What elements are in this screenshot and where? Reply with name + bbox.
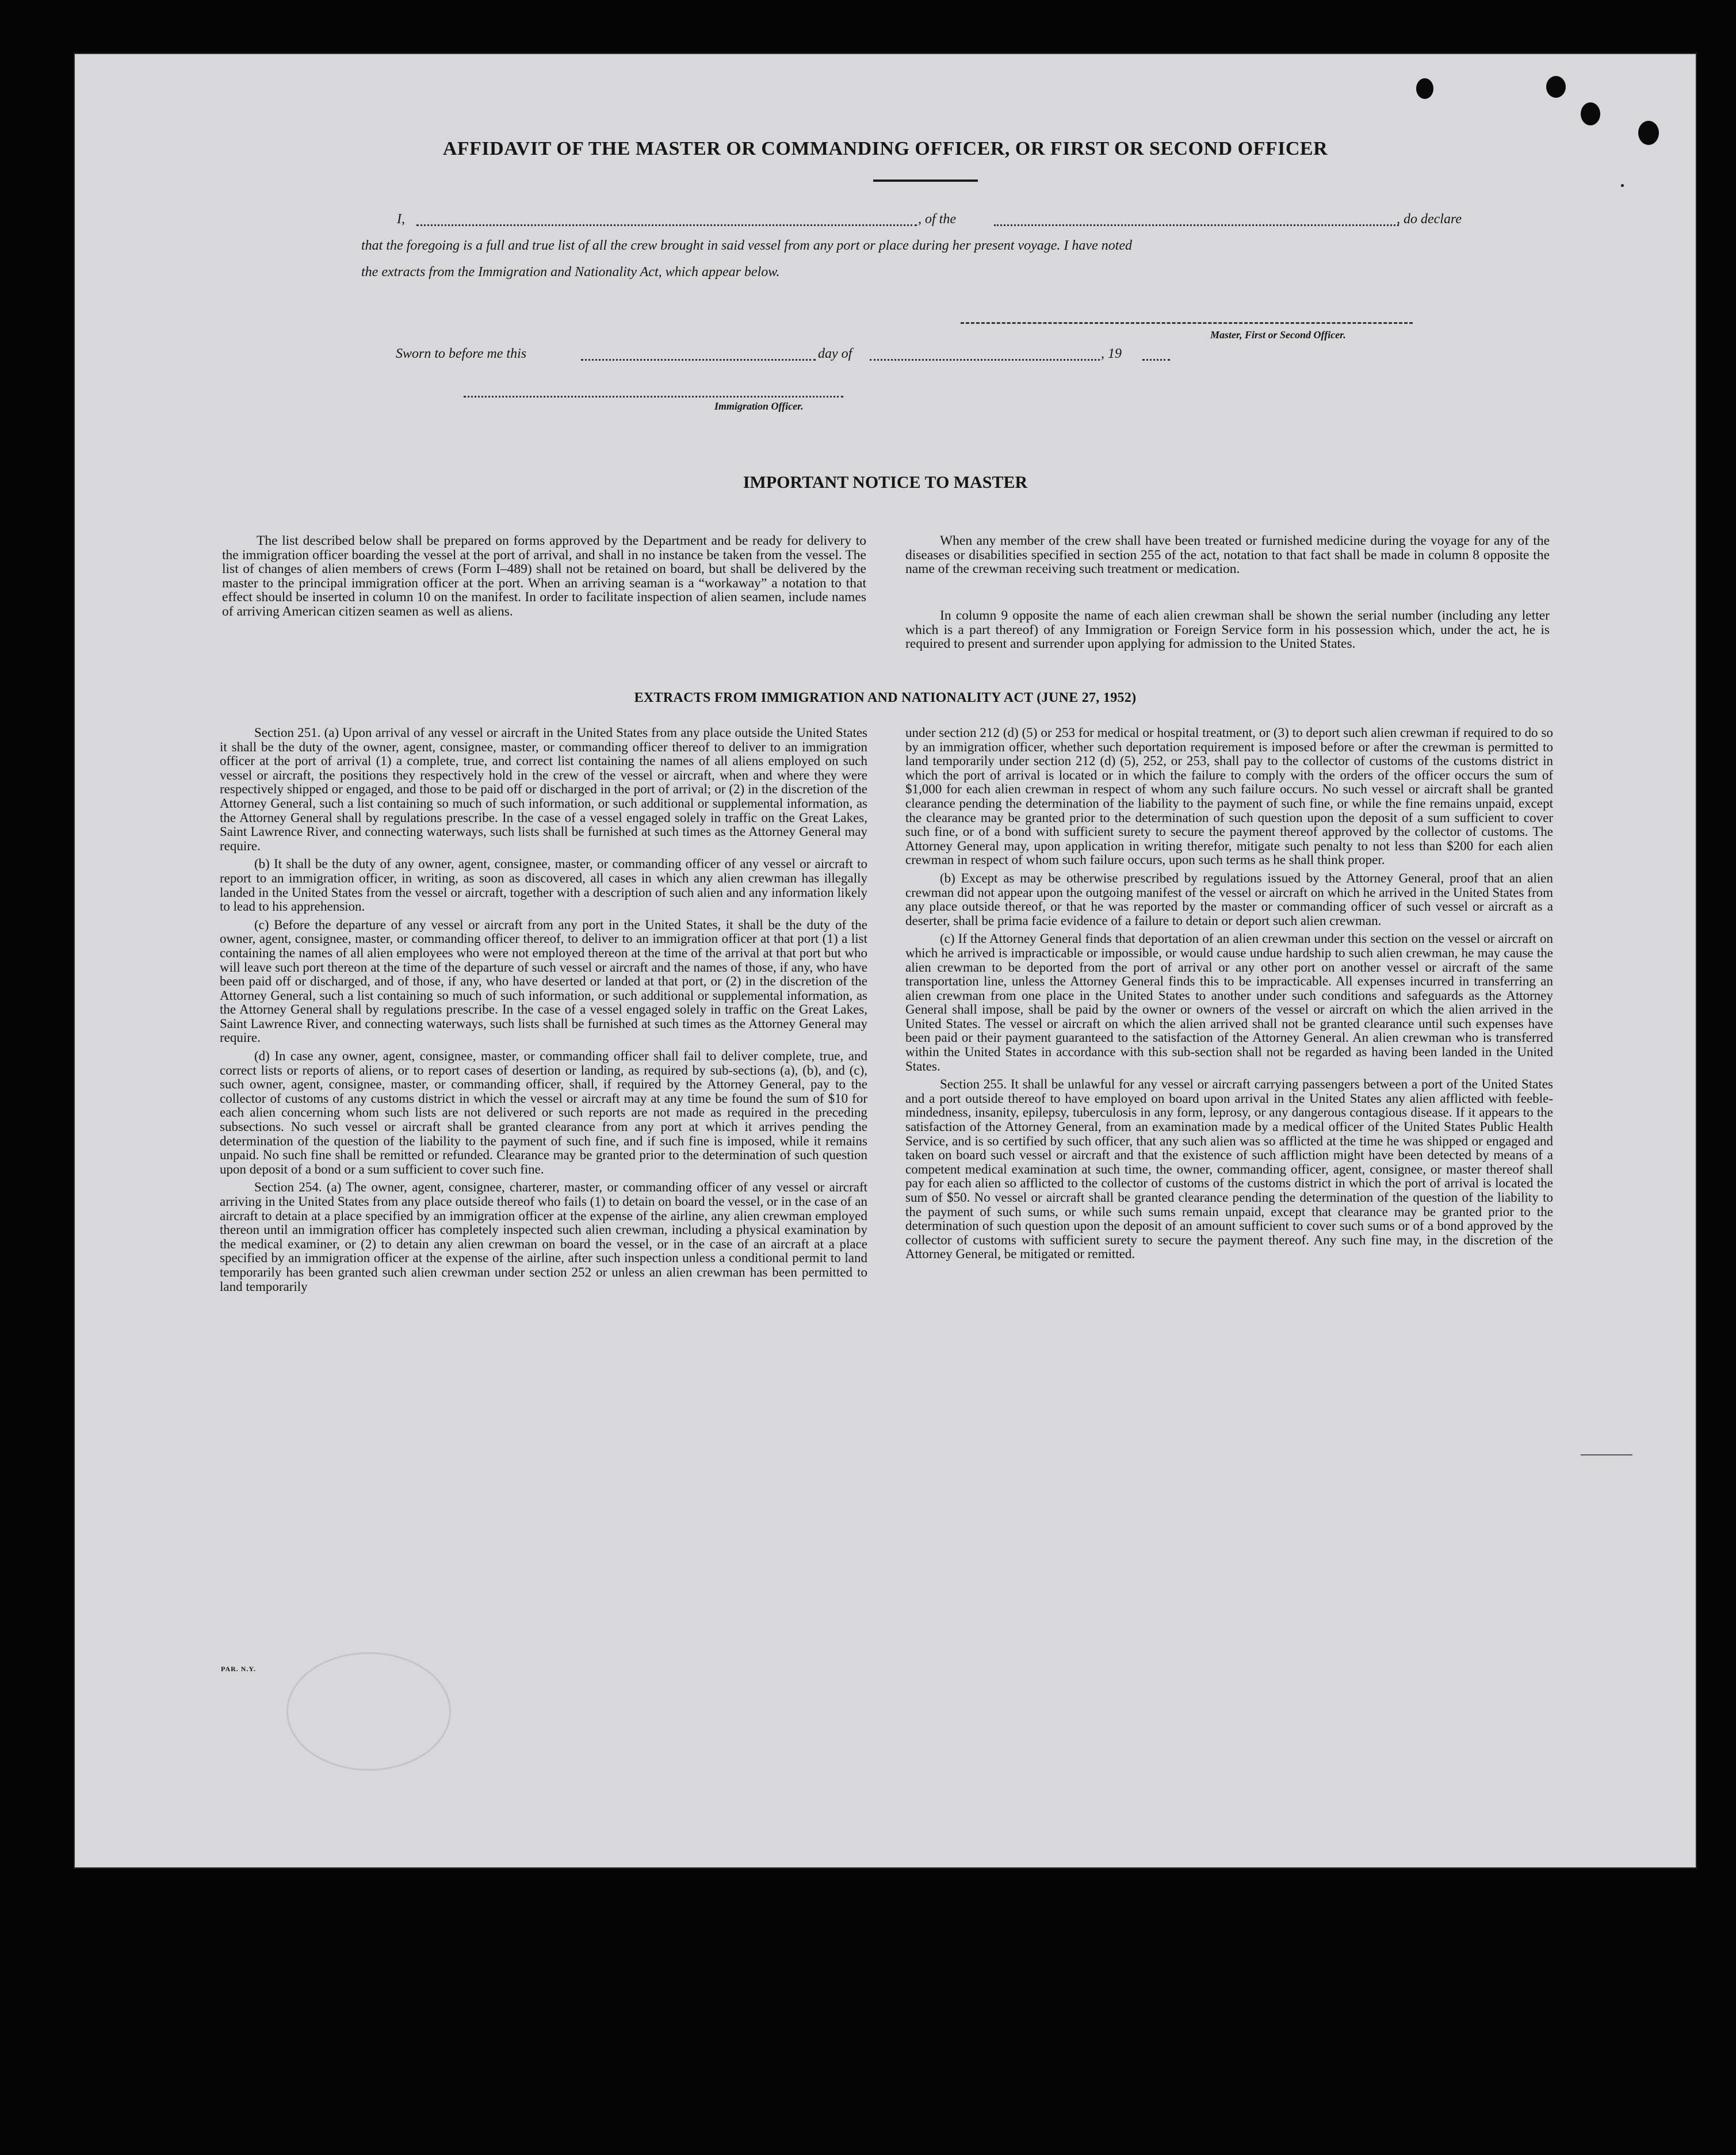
printer-mark: PAR. N.Y. xyxy=(221,1665,257,1673)
punch-hole xyxy=(1416,78,1433,99)
sworn-label: Sworn to before me this xyxy=(396,346,527,361)
title-rule xyxy=(873,179,978,182)
declaration-i: I, xyxy=(397,212,405,227)
year-label: , 19 xyxy=(1101,346,1122,361)
document-page xyxy=(74,53,1697,1869)
section-251-d: (d) In case any owner, agent, consignee, master, or commanding officer shall fail to deliver complete, true, and correct lists or reports of aliens, or to report cases of desertion or landing, as required by sub-sections (a), (b), and (c), such owner, agent, consignee, master, or commanding officer, shall, if required by the Attorney General, pay to the collector of customs of any customs district in which the vessel or aircraft may at any time be found the sum of $10 for each alien concerning whom such lists are not delivered or such reports are not made as required in the preceding subsections. No such vessel or aircraft shall be granted clearance from any port at which it arrives pending the determination of the question of the liability to the payment of such fine, and if such fine is imposed, while it remains unpaid. No such fine shall be remitted or refunded. Clearance may be granted prior to the determination of such question upon deposit of a bond or a sum sufficient to cover such fine. xyxy=(220,1049,867,1176)
officer-signature-caption: Immigration Officer. xyxy=(714,400,804,412)
punch-hole xyxy=(1546,76,1566,98)
vessel-blank[interactable] xyxy=(994,224,1399,226)
declaration-line-3: the extracts from the Immigration and Nationality Act, which appear below. xyxy=(361,265,780,280)
affidavit-title: AFFIDAVIT OF THE MASTER OR COMMANDING OFFICER, OR FIRST OR SECOND OFFICER xyxy=(442,138,1328,159)
master-signature-line[interactable] xyxy=(961,322,1413,324)
section-254-a: Section 254. (a) The owner, agent, consignee, charterer, master, or commanding officer of any vessel or aircraft arriving in the United States from any place outside thereof who fails (1) to detain on board the vessel, or in the case of an aircraft to detain at a place specified by an immigration officer at the expense of the airline, any alien crewman employed thereon until an immigration officer has completely inspected such alien crewman, including a physical examination by the medical examiner, or (2) to detain any alien crewman on board the vessel, or in the case of an aircraft at a place specified by an immigration officer at the expense of the airline, after such inspection unless a conditional permit to land temporarily has been granted such alien crewman under section 252 or unless an alien crewman has been permitted to land temporarily xyxy=(220,1180,867,1294)
notice-left-paragraph: The list described below shall be prepared on forms approved by the Department and be ready for delivery to the immigration officer boarding the vessel at the port of arrival, and shall in no instance be taken from the vessel. The list of changes of alien members of crews (Form I–489) shall not be retained on board, but shall be delivered by the master to the principal immigration officer at the port. When an arriving seaman is a “workaway” a notation to that effect should be inserted in column 10 on the manifest. In order to facilitate inspection of alien seamen, include names of arriving American citizen seamen as well as aliens. xyxy=(222,533,866,619)
section-251-b: (b) It shall be the duty of any owner, agent, consignee, master, or commanding officer of any vessel or aircraft to report to an immigration officer, in writing, as soon as discovered, all cases in which any alien crewman has illegally landed in the United States from the vessel or aircraft, together with a description of such alien and any information likely to lead to his apprehension. xyxy=(220,857,867,914)
notice-right-paragraph-2: In column 9 opposite the name of each alien crewman shall be shown the serial number (including any letter which is a part thereof) of any Immigration or Foreign Service form in his possession which, under the act, he is required to present and surrender upon applying for admission to the United States. xyxy=(905,608,1550,652)
extracts-left-column xyxy=(220,726,867,1298)
day-of-label: day of xyxy=(818,346,852,361)
sworn-day-blank[interactable] xyxy=(581,359,816,361)
punch-hole xyxy=(1581,102,1600,125)
officer-signature-line[interactable] xyxy=(464,396,843,398)
margin-mark xyxy=(1581,1454,1632,1455)
sworn-year-blank[interactable] xyxy=(1142,359,1170,361)
extracts-title: EXTRACTS FROM IMMIGRATION AND NATIONALITY ACT (JUNE 27, 1952) xyxy=(634,690,1137,705)
sworn-month-blank[interactable] xyxy=(870,359,1100,361)
declaration-do-declare: , do declare xyxy=(1397,212,1462,227)
section-254-b: (b) Except as may be otherwise prescribed by regulations issued by the Attorney General, proof that an alien crewman did not appear upon the outgoing manifest of the vessel or aircraft on which he arrived in the United States from any place outside thereof, or that he was reported by the master or commanding officer of such vessel or aircraft as a deserter, shall be prima facie evidence of a failure to detain or deport such alien crewman. xyxy=(905,870,1553,928)
declaration-line-2: that the foregoing is a full and true list of all the crew brought in said vessel from any port or place during her present voyage. I have noted xyxy=(361,238,1133,253)
extracts-right-column xyxy=(905,726,1553,1266)
section-251-c: (c) Before the departure of any vessel or aircraft from any port in the United States, it shall be the duty of the owner, agent, consignee, master, or commanding officer thereof, to deliver to an immigration officer at that port (1) a list containing the names of all alien employees who were not employed thereon at the time of the arrival at that port but who will leave such port thereon at the time of the departure of such vessel or aircraft and the names of those, if any, who have been paid off or discharged, and of those, if any, who have deserted or landed at that port, or (2) in the discretion of the Attorney General, such a list containing so much of such information, or such additional or supplemental information, as the Attorney General shall by regulations prescribe. In the case of a vessel engaged solely in traffic on the Great Lakes, Saint Lawrence River, and connecting waterways, such lists shall be furnished at such times as the Attorney General may require. xyxy=(220,917,867,1045)
section-254-a-continued: under section 212 (d) (5) or 253 for medical or hospital treatment, or (3) to deport such alien crewman if required to do so by an immigration officer, whether such deportation requirement is imposed before or after the crewman is permitted to land temporarily under section 212 (d) (5), 252, or 253, shall pay to the collector of customs of the customs district in which the port of arrival is located or in which the failure to comply with the orders of the officer occurs the sum of $1,000 for each alien crewman in respect of whom any such failure occurs. No such vessel or aircraft shall be granted clearance pending the determination of the liability to the payment of such fine, or while the fine remains unpaid, except the clearance may be granted prior to the determination of such question upon the deposit of a sum sufficient to cover such fine, or of a bond with sufficient surety to secure the payment thereof approved by the collector of customs. The Attorney General may, upon application in writing therefor, mitigate such penalty to not less than $200 for each alien crewman in respect of whom such failure occurs, upon such terms as he shall think proper. xyxy=(905,725,1553,868)
notice-title: IMPORTANT NOTICE TO MASTER xyxy=(743,473,1028,492)
faint-stamp xyxy=(286,1652,451,1771)
declaration-of-the: , of the xyxy=(918,212,956,227)
master-signature-caption: Master, First or Second Officer. xyxy=(1210,329,1346,341)
section-251-a: Section 251. (a) Upon arrival of any vessel or aircraft in the United States from any place outside the United States it shall be the duty of the owner, agent, consignee, master, or commanding officer thereof to deliver to an immigration officer at the port of arrival (1) a complete, true, and correct list containing the names of all aliens employed on such vessel or aircraft, the positions they respectively hold in the crew of the vessel or aircraft, when and where they were respectively shipped or engaged, and those to be paid off or discharged in the port of arrival; or (2) in the discretion of the Attorney General, such a list containing so much of such information, or such additional or supplemental information, as the Attorney General shall by regulations prescribe. In the case of a vessel engaged solely in traffic on the Great Lakes, Saint Lawrence River, and connecting waterways, such lists shall be furnished at such times as the Attorney General may require. xyxy=(220,725,867,853)
name-blank[interactable] xyxy=(416,224,917,226)
section-254-c: (c) If the Attorney General finds that deportation of an alien crewman under this section on the vessel or aircraft on which he arrived is impracticable or impossible, or would cause undue hardship to such alien crewman, he may cause the alien crewman to be deported from the port of arrival or any other port on another vessel or aircraft of the same transportation line, unless the Attorney General finds this to be impracticable. All expenses incurred in transferring an alien crewman from one place in the United States to another under such conditions and safeguards as the Attorney General shall impose, shall be paid by the owner or owners of the vessel or aircraft on which the alien arrived in the United States. The vessel or aircraft on which the alien arrived shall not be granted clearance until such expenses have been paid or their payment guaranteed to the satisfaction of the Attorney General. An alien crewman who is transferred within the United States in accordance with this sub-section shall not be regarded as having been landed in the United States. xyxy=(905,931,1553,1073)
section-255: Section 255. It shall be unlawful for any vessel or aircraft carrying passengers between a port of the United States and a port outside thereof to have employed on board upon arrival in the United States any alien afflicted with feeble-mindedness, insanity, epilepsy, tuberculosis in any form, leprosy, or any dangerous contagious disease. If it appears to the satisfaction of the Attorney General, from an examination made by a medical officer of the United States Public Health Service, and is so certified by such officer, that any such alien was so afflicted at the time he was shipped or engaged and taken on board such vessel or aircraft and that the existence of such affliction might have been detected by means of a competent medical examination at such time, the owner, commanding officer, agent, consignee, or master thereof shall pay for each alien so afflicted to the collector of customs of the customs district in which the port of arrival is located the sum of $50. No vessel or aircraft shall be granted clearance pending the determination of the question of the liability to the payment of such sums, or while such sums remain unpaid, except that clearance may be granted prior to the determination of such question upon the deposit of an amount sufficient to cover such sums or of a bond approved by the collector of customs with sufficient surety to secure the payment thereof. Any such fine may, in the discretion of the Attorney General, be mitigated or remitted. xyxy=(905,1077,1553,1262)
speck xyxy=(1621,184,1624,187)
notice-right-paragraph-1: When any member of the crew shall have been treated or furnished medicine during the voyage for any of the diseases or disabilities specified in section 255 of the act, notation to that fact shall be made in column 8 opposite the name of the crewman receiving such treatment or medication. xyxy=(905,533,1550,577)
